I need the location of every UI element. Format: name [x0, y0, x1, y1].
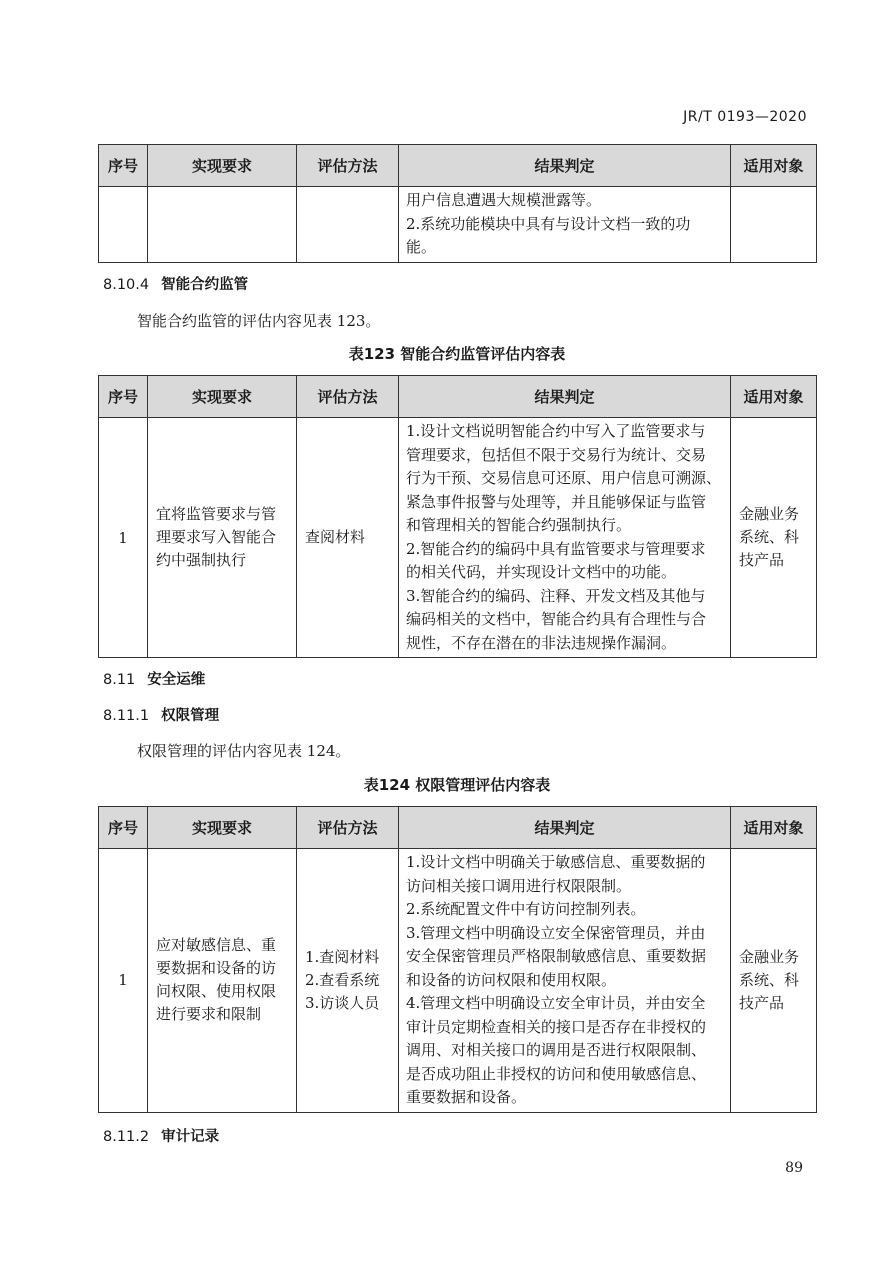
- cell-requirement: [148, 187, 297, 263]
- table-row: [99, 418, 817, 658]
- cell-num: 1: [99, 849, 148, 1113]
- table-header-row: [99, 376, 817, 418]
- col-header-num: 序号: [99, 145, 148, 187]
- table-row: [99, 187, 817, 263]
- cell-object: 金融业务 系统、科 技产品: [731, 418, 817, 658]
- continued-table: [98, 144, 817, 263]
- col-header-result: 结果判定: [399, 376, 731, 418]
- table-header-row: [99, 807, 817, 849]
- col-header-result: 结果判定: [399, 807, 731, 849]
- col-header-object: 适用对象: [731, 376, 817, 418]
- col-header-num: 序号: [99, 376, 148, 418]
- section-heading-8-10-4: 8.10.4 智能合约监管: [103, 277, 249, 293]
- col-header-method: 评估方法: [297, 807, 399, 849]
- table-caption: 表123 智能合约监管评估内容表: [348, 345, 566, 363]
- table-caption: 表124 权限管理评估内容表: [363, 776, 551, 794]
- col-header-requirement: 实现要求: [148, 376, 297, 418]
- cell-object: 金融业务 系统、科 技产品: [731, 849, 817, 1113]
- cell-requirement: 宜将监管要求与管 理要求写入智能合 约中强制执行: [148, 418, 297, 658]
- col-header-object: 适用对象: [731, 145, 817, 187]
- cell-method: 1.查阅材料 2.查看系统 3.访谈人员: [297, 849, 399, 1113]
- cell-result: 1.设计文档中明确关于敏感信息、重要数据的 访问相关接口调用进行权限限制。 2.系统配置文件中有访问控制列表。 3.管理文档中明确设立安全保密管理员，并由 安全保密管理员严格限制敏感信息、重要数据 和设备的访问权限和使用权限。 4.管理文档中明确设立安全审计员，并由安全 审计员定期检查相关的接口是否存在非授权的 调用、对相关接口的调用是否进行权限限制、 是否成功阻止非授权的访问和使用敏感信息、 重要数据和设备。: [399, 849, 731, 1113]
- cell-num: 1: [99, 418, 148, 658]
- page-number: 89: [785, 1160, 803, 1176]
- section-paragraph: 权限管理的评估内容见表 124。: [137, 742, 351, 760]
- section-heading-8-11-1: 8.11.1 权限管理: [103, 708, 220, 724]
- col-header-num: 序号: [99, 807, 148, 849]
- table-123: [98, 375, 817, 658]
- table-header-row: [99, 145, 817, 187]
- col-header-requirement: 实现要求: [148, 145, 297, 187]
- col-header-object: 适用对象: [731, 807, 817, 849]
- cell-object: [731, 187, 817, 263]
- cell-requirement: 应对敏感信息、重 要数据和设备的访 问权限、使用权限 进行要求和限制: [148, 849, 297, 1113]
- cell-result: 用户信息遭遇大规模泄露等。 2.系统功能模块中具有与设计文档一致的功 能。: [399, 187, 731, 263]
- section-paragraph: 智能合约监管的评估内容见表 123。: [137, 312, 381, 330]
- cell-method: [297, 187, 399, 263]
- col-header-method: 评估方法: [297, 376, 399, 418]
- table-row: [99, 849, 817, 1113]
- col-header-method: 评估方法: [297, 145, 399, 187]
- cell-method: 查阅材料: [297, 418, 399, 658]
- table-124: [98, 806, 817, 1113]
- section-heading-8-11: 8.11 安全运维: [103, 672, 206, 688]
- col-header-requirement: 实现要求: [148, 807, 297, 849]
- section-heading-8-11-2: 8.11.2 审计记录: [103, 1129, 220, 1145]
- cell-num: [99, 187, 148, 263]
- col-header-result: 结果判定: [399, 145, 731, 187]
- document-code: JR/T 0193—2020: [683, 109, 807, 125]
- cell-result: 1.设计文档说明智能合约中写入了监管要求与 管理要求，包括但不限于交易行为统计、交易 行为干预、交易信息可还原、用户信息可溯源、 紧急事件报警与处理等，并且能够保证与监管 和管理相关的智能合约强制执行。 2.智能合约的编码中具有监管要求与管理要求 的相关代码，并实现设计文档中的功能。 3.智能合约的编码、注释、开发文档及其他与 编码相关的文档中，智能合约具有合理性与合 规性，不存在潜在的非法违规操作漏洞。: [399, 418, 731, 658]
